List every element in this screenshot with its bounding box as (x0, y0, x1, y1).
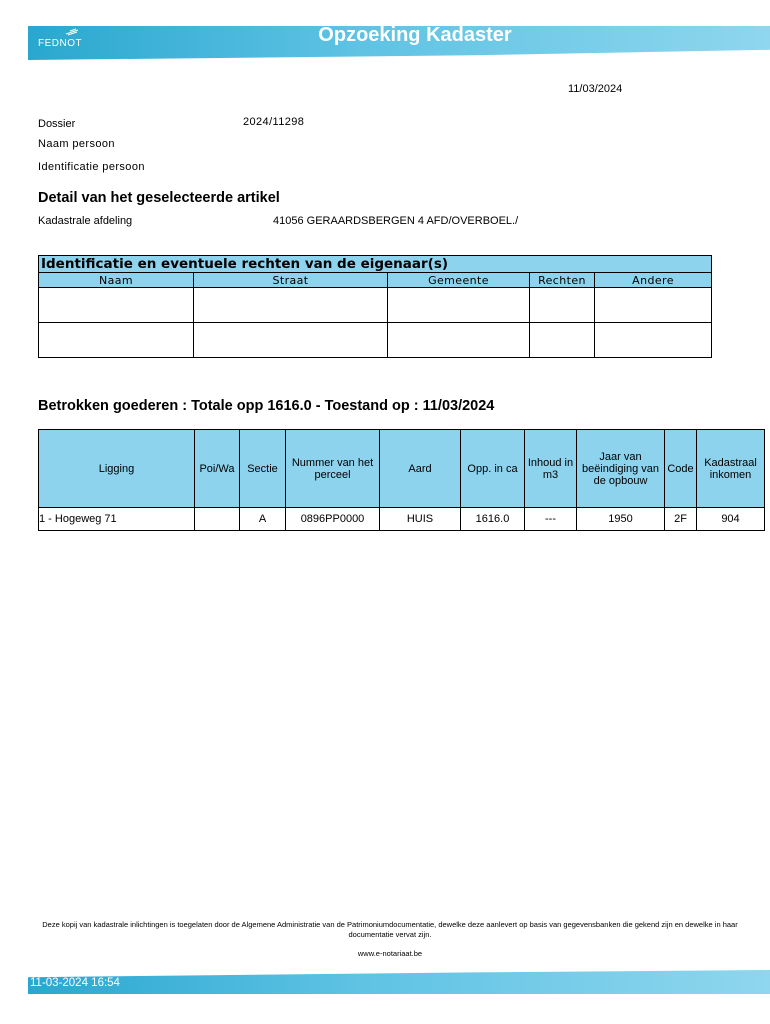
owners-cell (388, 323, 530, 358)
owners-table (38, 255, 712, 358)
goods-cell-nummer-perceel: 0896PP0000 (286, 508, 380, 531)
owners-cell (595, 323, 712, 358)
page-title: Opzoeking Kadaster (318, 24, 512, 46)
goods-header-opp: Opp. in ca (461, 430, 525, 508)
goods-row (39, 508, 765, 531)
goods-cell-jaar: 1950 (577, 508, 665, 531)
owners-row (39, 323, 712, 358)
dossier-label: Dossier (38, 118, 76, 130)
owners-cell (194, 288, 388, 323)
goods-header-inhoud: Inhoud in m3 (525, 430, 577, 508)
owners-cell (194, 323, 388, 358)
goods-header-poiwa: Poi/Wa (195, 430, 240, 508)
goods-header-code: Code (665, 430, 697, 508)
fednot-logo-icon (64, 28, 80, 36)
owners-header-naam: Naam (39, 273, 194, 288)
owners-cell (595, 288, 712, 323)
goods-header-nummer-perceel: Nummer van het perceel (286, 430, 380, 508)
footer-disclaimer: Deze kopij van kadastrale inlichtingen is toegelaten door de Algemene Administratie van de Patrimoniumdocumentatie, dewelke deze aanlevert op basis van gegevensbanken die gekend zijn en dewelke in haar documentatie vervat zijn. (42, 920, 738, 939)
goods-header-aard: Aard (380, 430, 461, 508)
owners-cell (388, 288, 530, 323)
owners-header-straat: Straat (194, 273, 388, 288)
goods-cell-sectie: A (240, 508, 286, 531)
owners-header-rechten: Rechten (530, 273, 595, 288)
goods-cell-ligging: 1 - Hogeweg 71 (39, 508, 195, 531)
artikel-title: Detail van het geselecteerde artikel (38, 190, 280, 206)
kadastrale-afdeling-value: 41056 GERAARDSBERGEN 4 AFD/OVERBOEL./ (273, 215, 519, 227)
owners-cell (530, 288, 595, 323)
goods-cell-inhoud: --- (525, 508, 577, 531)
document-date: 11/03/2024 (568, 83, 623, 95)
owners-cell (39, 323, 194, 358)
goods-cell-code: 2F (665, 508, 697, 531)
identificatie-persoon-label: Identificatie persoon (38, 161, 145, 173)
goods-cell-poiwa (195, 508, 240, 531)
kadastrale-afdeling-label: Kadastrale afdeling (38, 215, 133, 227)
dossier-value: 2024/11298 (243, 116, 305, 128)
goods-cell-aard: HUIS (380, 508, 461, 531)
goods-title: Betrokken goederen : Totale opp 1616.0 - Toestand op : 11/03/2024 (38, 398, 495, 414)
owners-cell (39, 288, 194, 323)
footer-banner (28, 970, 770, 994)
fednot-logo: FEDNOT (38, 38, 83, 49)
owners-table-caption: Identificatie en eventuele rechten van de eigenaar(s) (39, 256, 712, 273)
print-timestamp: 11-03-2024 16:54 (30, 977, 120, 989)
goods-table (38, 429, 765, 531)
naam-persoon-label: Naam persoon (38, 138, 115, 150)
goods-header-ligging: Ligging (39, 430, 195, 508)
goods-header-kadastraal-inkomen: Kadastraal inkomen (697, 430, 765, 508)
owners-header-andere: Andere (595, 273, 712, 288)
footer-url: www.e-notariaat.be (357, 949, 423, 958)
owners-row (39, 288, 712, 323)
goods-cell-kadastraal-inkomen: 904 (697, 508, 765, 531)
owners-header-gemeente: Gemeente (388, 273, 530, 288)
owners-cell (530, 323, 595, 358)
goods-header-jaar: Jaar van beëindiging van de opbouw (577, 430, 665, 508)
goods-header-sectie: Sectie (240, 430, 286, 508)
goods-cell-opp: 1616.0 (461, 508, 525, 531)
